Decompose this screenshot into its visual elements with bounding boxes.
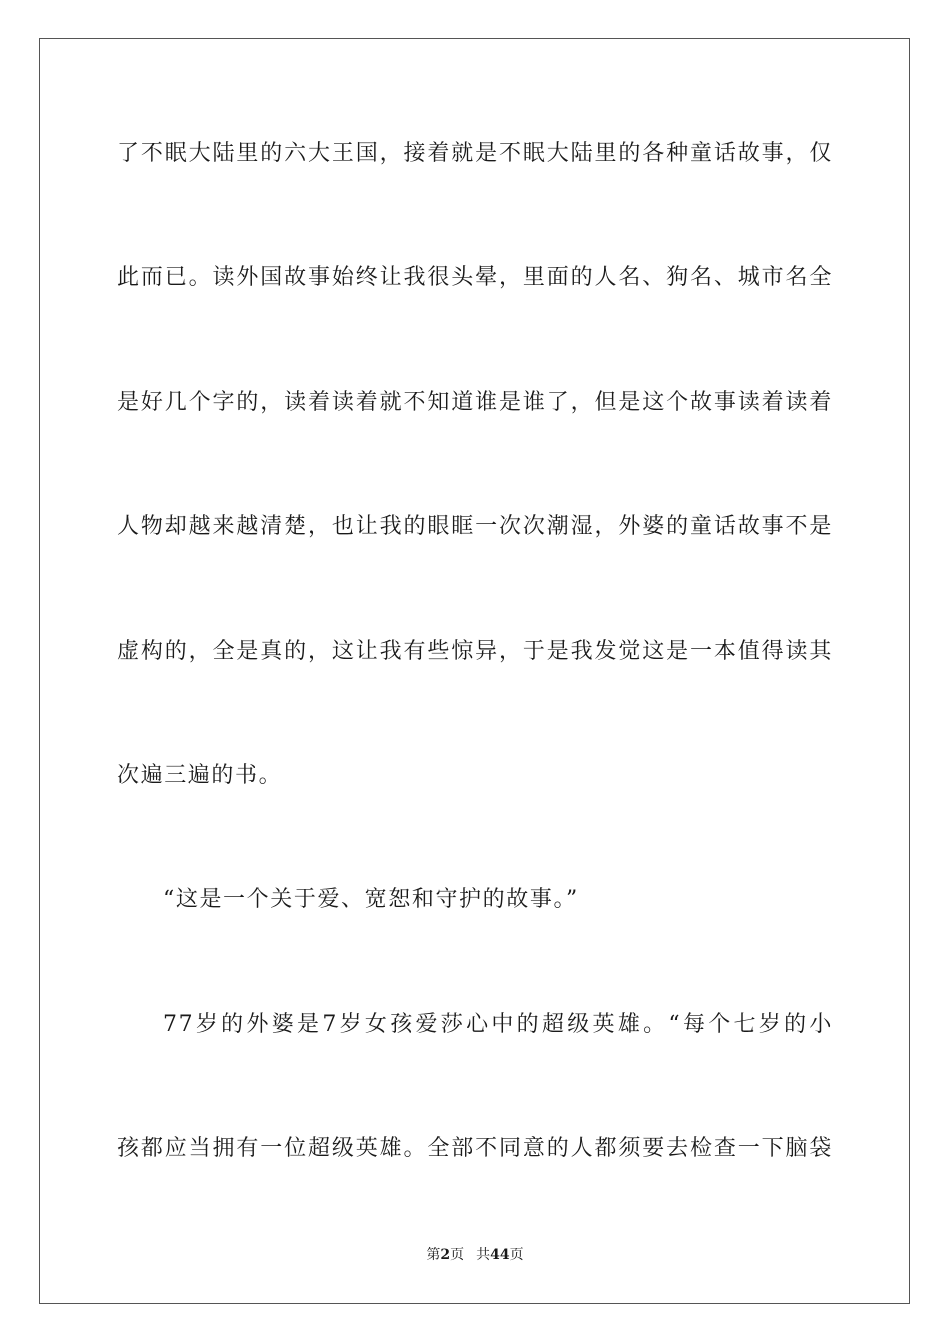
total-pages: 44: [490, 1247, 510, 1263]
body-text-line-2: 此而已。读外国故事始终让我很头晕，里面的人名、狗名、城市名全: [117, 265, 833, 290]
body-text-line-9: 孩都应当拥有一位超级英雄。全部不同意的人都须要去检查一下脑袋: [117, 1136, 833, 1161]
body-text-line-5: 虚构的，全是真的，这让我有些惊异，于是我发觉这是一本值得读其: [117, 639, 833, 664]
page-prefix: 第: [426, 1247, 441, 1263]
page-border: [39, 38, 910, 1304]
body-text-line-4: 人物却越来越清楚，也让我的眼眶一次次潮湿，外婆的童话故事不是: [117, 514, 833, 539]
body-text-line-1: 了不眠大陆里的六大王国，接着就是不眠大陆里的各种童话故事，仅: [117, 141, 833, 166]
body-text-line-3: 是好几个字的，读着读着就不知道谁是谁了，但是这个故事读着读着: [117, 390, 833, 415]
page-footer: [0, 1245, 950, 1265]
total-prefix: 共: [476, 1247, 491, 1263]
page-number: 2: [440, 1247, 451, 1263]
total-suffix: 页: [509, 1247, 524, 1263]
body-text-line-8: 77岁的外婆是7岁女孩爱莎心中的超级英雄。“每个七岁的小: [163, 1012, 833, 1037]
page-suffix: 页: [450, 1247, 465, 1263]
body-text-line-6: 次遍三遍的书。: [117, 763, 283, 788]
quote-paragraph: “这是一个关于爱、宽恕和守护的故事。”: [163, 887, 579, 912]
